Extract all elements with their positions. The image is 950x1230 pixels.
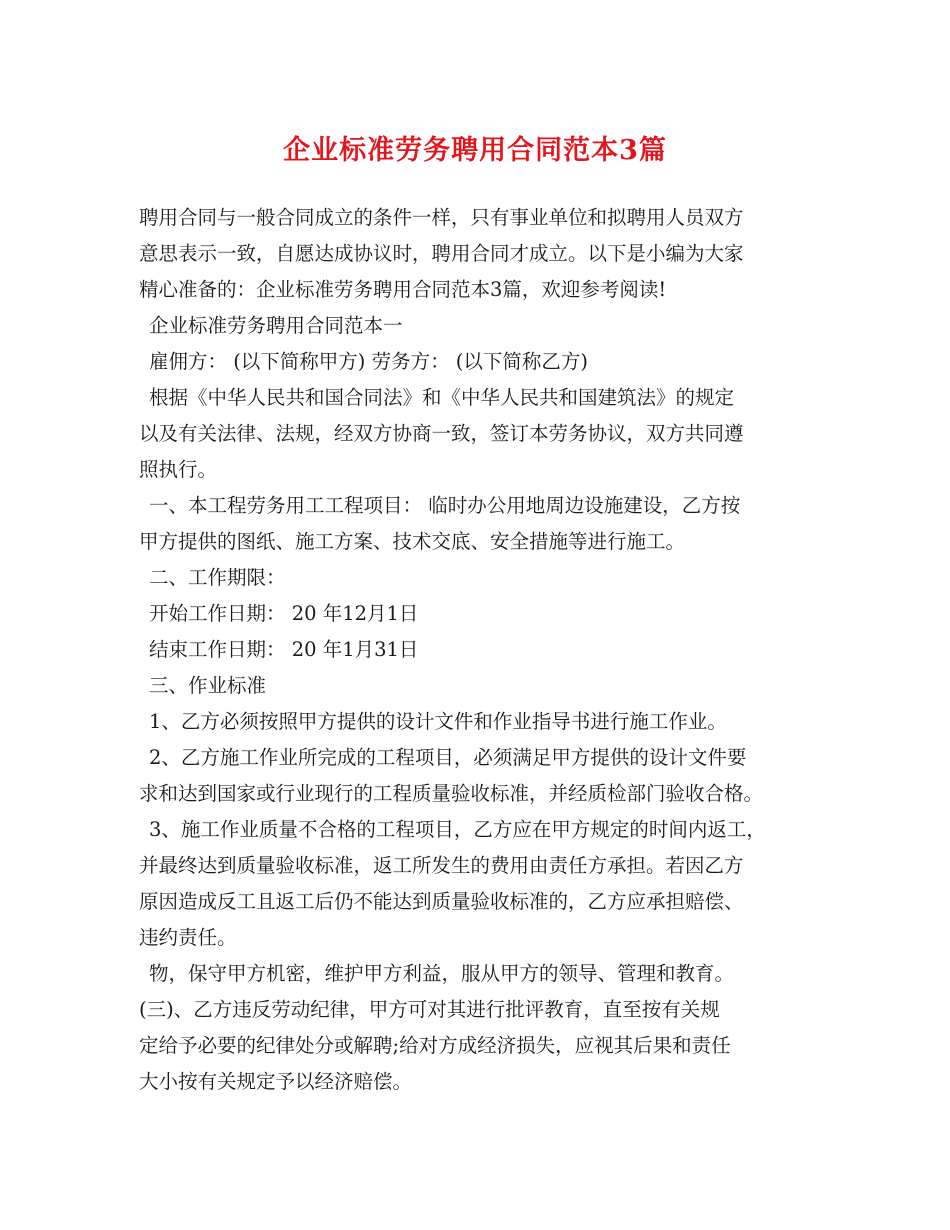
paragraph-line: (三)、乙方违反劳动纪律，甲方可对其进行批评教育，直至按有关规	[139, 998, 720, 1021]
clause-heading: 三、作业标准	[149, 674, 267, 697]
paragraph-line: 违约责任。	[139, 926, 237, 949]
paragraph-line: 原因造成反工且返工后仍不能达到质量验收标准的，乙方应承担赔偿、	[139, 890, 744, 913]
document-title: 企业标准劳务聘用合同范本3篇	[283, 135, 667, 166]
paragraph-line: 大小按有关规定予以经济赔偿。	[139, 1070, 413, 1093]
paragraph-line: 意思表示一致，自愿达成协议时，聘用合同才成立。以下是小编为大家	[139, 242, 744, 265]
paragraph-line: 根据《中华人民共和国合同法》和《中华人民共和国建筑法》的规定	[149, 386, 735, 409]
section-heading: 企业标准劳务聘用合同范本一	[149, 314, 403, 337]
paragraph-line: 定给予必要的纪律处分或解聘;给对方成经济损失，应视其后果和责任	[139, 1034, 731, 1057]
clause-heading: 二、工作期限：	[149, 566, 286, 589]
paragraph-line: 聘用合同与一般合同成立的条件一样，只有事业单位和拟聘用人员双方	[139, 206, 744, 229]
end-date: 结束工作日期： 20 年1月31日	[149, 638, 419, 661]
paragraph-line: 1、乙方必须按照甲方提供的设计文件和作业指导书进行施工作业。	[149, 710, 727, 733]
paragraph-line: 雇佣方： (以下简称甲方) 劳务方： (以下简称乙方)	[149, 350, 589, 373]
paragraph-line: 精心准备的：企业标准劳务聘用合同范本3篇，欢迎参考阅读!	[139, 278, 667, 301]
paragraph-line: 并最终达到质量验收标准，返工所发生的费用由责任方承担。若因乙方	[139, 854, 744, 877]
paragraph-line: 物，保守甲方机密，维护甲方利益，服从甲方的领导、管理和教育。	[149, 962, 735, 985]
document-body	[139, 200, 829, 1100]
paragraph-line: 2、乙方施工作业所完成的工程项目，必须满足甲方提供的设计文件要	[149, 746, 747, 769]
paragraph-line: 3、施工作业质量不合格的工程项目，乙方应在甲方规定的时间内返工，	[149, 818, 766, 841]
paragraph-line: 求和达到国家或行业现行的工程质量验收标准，并经质检部门验收合格。	[139, 782, 764, 805]
clause-heading: 一、本工程劳务用工工程项目： 临时办公用地周边设施建设，乙方按	[149, 494, 741, 517]
paragraph-line: 以及有关法律、法规，经双方协商一致，签订本劳务协议，双方共同遵	[139, 422, 744, 445]
paragraph-line: 甲方提供的图纸、施工方案、技术交底、安全措施等进行施工。	[139, 530, 686, 553]
paragraph-line: 照执行。	[139, 458, 218, 481]
start-date: 开始工作日期： 20 年12月1日	[149, 602, 419, 625]
